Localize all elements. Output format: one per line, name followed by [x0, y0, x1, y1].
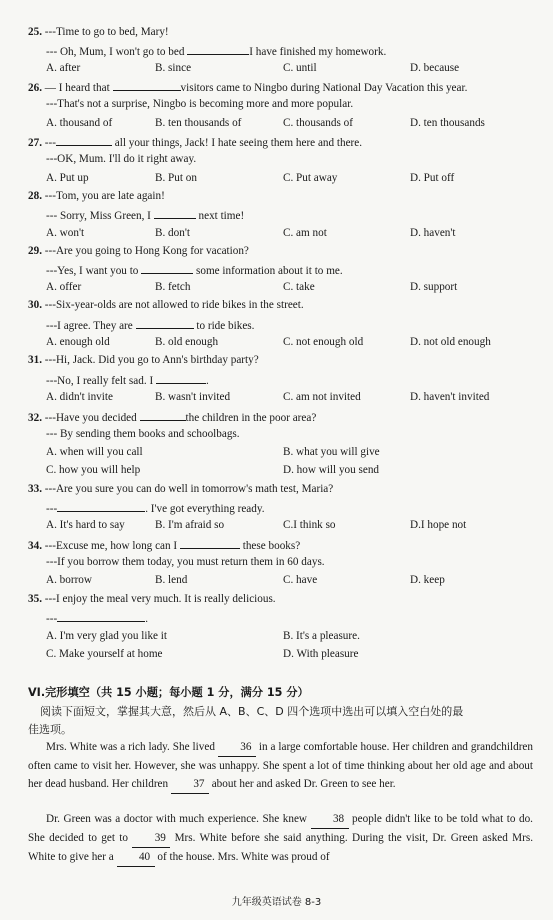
- question-line: ---OK, Mum. I'll do it right away.: [46, 153, 197, 165]
- passage-text: Dr. Green was a doctor with much experience. She knew: [46, 813, 311, 825]
- line-text: next time!: [195, 210, 245, 222]
- question-line: [46, 373, 209, 387]
- question-number: 26.: [28, 82, 42, 94]
- option-d[interactable]: D.I hope not: [410, 519, 467, 531]
- question-text: ---Time to go to bed, Mary!: [44, 26, 169, 38]
- question-31: [28, 354, 259, 366]
- option-c[interactable]: C. take: [283, 281, 315, 293]
- option-c[interactable]: C. Make yourself at home: [46, 648, 163, 660]
- option-b[interactable]: B. Put on: [155, 172, 197, 184]
- option-d[interactable]: D. not old enough: [410, 336, 491, 348]
- option-d[interactable]: D. With pleasure: [283, 648, 359, 660]
- option-a[interactable]: A. thousand of: [46, 117, 113, 129]
- answer-blank: [113, 80, 181, 91]
- question-text: ---Excuse me, how long can I: [44, 540, 180, 552]
- question-line: [46, 44, 386, 58]
- line-text: .: [145, 613, 148, 625]
- line-text: --- Sorry, Miss Green, I: [46, 210, 154, 222]
- option-a[interactable]: A. after: [46, 62, 81, 74]
- option-b[interactable]: B. since: [155, 62, 192, 74]
- answer-blank: [56, 135, 112, 146]
- option-a[interactable]: A. offer: [46, 281, 82, 293]
- line-text: ---Yes, I want you to: [46, 265, 142, 277]
- line-text: . I've got everything ready.: [145, 503, 265, 515]
- option-a[interactable]: A. It's hard to say: [46, 519, 125, 531]
- question-32: [28, 410, 316, 424]
- option-d[interactable]: D. how will you send: [283, 464, 380, 476]
- option-c[interactable]: C. am not invited: [283, 391, 361, 403]
- option-b[interactable]: B. It's a pleasure.: [283, 630, 360, 642]
- option-d[interactable]: D. haven't: [410, 227, 456, 239]
- question-28: [28, 190, 165, 202]
- option-c[interactable]: C. thousands of: [283, 117, 353, 129]
- answer-blank: [140, 410, 186, 421]
- question-text: visitors came to Ningbo during National Day Vacation this year.: [180, 82, 468, 94]
- passage-text: about her and asked Dr. Green to see her.: [208, 778, 396, 790]
- option-b[interactable]: B. wasn't invited: [155, 391, 231, 403]
- option-a[interactable]: A. enough old: [46, 336, 110, 348]
- option-c[interactable]: C. how you will help: [46, 464, 141, 476]
- question-text: ---Hi, Jack. Did you go to Ann's birthday party?: [44, 354, 259, 366]
- answer-blank: [180, 538, 240, 549]
- option-c[interactable]: C. until: [283, 62, 317, 74]
- option-a[interactable]: A. I'm very glad you like it: [46, 630, 168, 642]
- section-instruction-cont: 佳选项。: [28, 723, 72, 736]
- cloze-blank-39[interactable]: 39: [132, 829, 170, 848]
- question-line: [46, 501, 265, 515]
- question-30: [28, 299, 304, 311]
- question-26: [28, 80, 467, 94]
- question-number: 30.: [28, 299, 42, 311]
- cloze-blank-40[interactable]: 40: [117, 848, 155, 867]
- passage-paragraph-2: [28, 810, 533, 867]
- question-number: 33.: [28, 483, 42, 495]
- question-text: ---Tom, you are late again!: [44, 190, 165, 202]
- section-title: VI.完形填空（共 15 小题；每小题 1 分，满分 15 分）: [28, 686, 309, 699]
- line-text: to ride bikes.: [193, 320, 255, 332]
- question-line: [46, 611, 148, 625]
- question-text: ---Six-year-olds are not allowed to ride bikes in the street.: [44, 299, 304, 311]
- question-number: 29.: [28, 245, 42, 257]
- option-c[interactable]: C. am not: [283, 227, 327, 239]
- answer-blank: [154, 208, 196, 219]
- line-text: ---: [46, 613, 58, 625]
- option-a[interactable]: A. won't: [46, 227, 85, 239]
- answer-blank: [57, 611, 145, 622]
- cloze-blank-37[interactable]: 37: [171, 775, 209, 794]
- cloze-blank-36[interactable]: 36: [218, 738, 256, 757]
- line-text: ---: [46, 503, 58, 515]
- line-text: ---I agree. They are: [46, 320, 136, 332]
- answer-blank: [57, 501, 145, 512]
- question-number: 32.: [28, 412, 42, 424]
- option-d[interactable]: D. support: [410, 281, 458, 293]
- option-b[interactable]: B. lend: [155, 574, 188, 586]
- line-text: some information about it to me.: [193, 265, 343, 277]
- question-27: [28, 135, 362, 149]
- section-instruction: 阅读下面短文，掌握其大意，然后从 A、B、C、D 四个选项中选出可以填入空白处的最: [40, 705, 464, 718]
- option-b[interactable]: B. old enough: [155, 336, 219, 348]
- question-text: ---Are you going to Hong Kong for vacation?: [44, 245, 249, 257]
- question-line: [46, 263, 343, 277]
- question-text: ---Are you sure you can do well in tomorrow's math test, Maria?: [44, 483, 334, 495]
- option-b[interactable]: B. I'm afraid so: [155, 519, 225, 531]
- passage-paragraph-1: [28, 738, 533, 794]
- question-text: these books?: [239, 540, 301, 552]
- answer-blank: [156, 373, 206, 384]
- line-text: --- Oh, Mum, I won't go to bed: [46, 46, 188, 58]
- option-b[interactable]: B. don't: [155, 227, 190, 239]
- question-number: 34.: [28, 540, 42, 552]
- question-line: --- By sending them books and schoolbags.: [46, 428, 240, 440]
- passage-text: people didn't like to be told what to do. She decided to get to: [28, 813, 533, 844]
- option-c[interactable]: C. Put away: [283, 172, 338, 184]
- question-number: 28.: [28, 190, 42, 202]
- question-text: ---: [44, 137, 56, 149]
- line-text: ---No, I really felt sad. I: [46, 375, 156, 387]
- question-line: ---That's not a surprise, Ningbo is becoming more and more popular.: [46, 98, 354, 110]
- option-c[interactable]: C.I think so: [283, 519, 336, 531]
- passage-text: Mrs. White before she said anything. During the visit, Dr. Green asked Mrs. White to give her a: [28, 832, 533, 863]
- question-text: ---I enjoy the meal very much. It is really delicious.: [44, 593, 276, 605]
- option-d[interactable]: D. keep: [410, 574, 445, 586]
- question-34: [28, 538, 300, 552]
- line-text: I have finished my homework.: [249, 46, 387, 58]
- answer-blank: [187, 44, 249, 55]
- option-c[interactable]: C. not enough old: [283, 336, 364, 348]
- question-line: [46, 208, 244, 222]
- option-b[interactable]: B. fetch: [155, 281, 191, 293]
- option-a[interactable]: A. when will you call: [46, 446, 143, 458]
- line-text: .: [205, 375, 209, 387]
- passage-text: in a large comfortable house. Her children and grandchildren often came to visit her. However, she was unhappy. She spent a lot of time thinking about her old age and about her dead husband. Her children: [28, 741, 533, 790]
- option-d[interactable]: D. ten thousands: [410, 117, 485, 129]
- question-text: ---Have you decided: [44, 412, 140, 424]
- question-number: 25.: [28, 26, 42, 38]
- option-b[interactable]: B. ten thousands of: [155, 117, 242, 129]
- question-number: 35.: [28, 593, 42, 605]
- option-d[interactable]: D. Put off: [410, 172, 455, 184]
- answer-blank: [141, 263, 193, 274]
- answer-blank: [136, 318, 194, 329]
- question-line: ---If you borrow them today, you must return them in 60 days.: [46, 556, 325, 568]
- question-25: [28, 26, 169, 38]
- question-line: [46, 318, 254, 332]
- question-number: 31.: [28, 354, 42, 366]
- question-number: 27.: [28, 137, 42, 149]
- option-a[interactable]: A. borrow: [46, 574, 92, 586]
- option-a[interactable]: A. didn't invite: [46, 391, 113, 403]
- option-d[interactable]: D. haven't invited: [410, 391, 490, 403]
- option-a[interactable]: A. Put up: [46, 172, 89, 184]
- question-text: — I heard that: [44, 82, 113, 94]
- option-d[interactable]: D. because: [410, 62, 460, 74]
- option-b[interactable]: B. what you will give: [283, 446, 380, 458]
- page-footer: 九年级英语试卷 8-3: [231, 897, 322, 908]
- question-35: [28, 593, 276, 605]
- passage-text: of the house. Mrs. White was proud of: [154, 851, 330, 863]
- question-29: [28, 245, 249, 257]
- question-text: all your things, Jack! I hate seeing them here and there.: [111, 137, 363, 149]
- cloze-blank-38[interactable]: 38: [311, 810, 349, 829]
- question-33: [28, 483, 333, 495]
- option-c[interactable]: C. have: [283, 574, 318, 586]
- question-text: the children in the poor area?: [185, 412, 317, 424]
- passage-text: Mrs. White was a rich lady. She lived: [46, 741, 218, 753]
